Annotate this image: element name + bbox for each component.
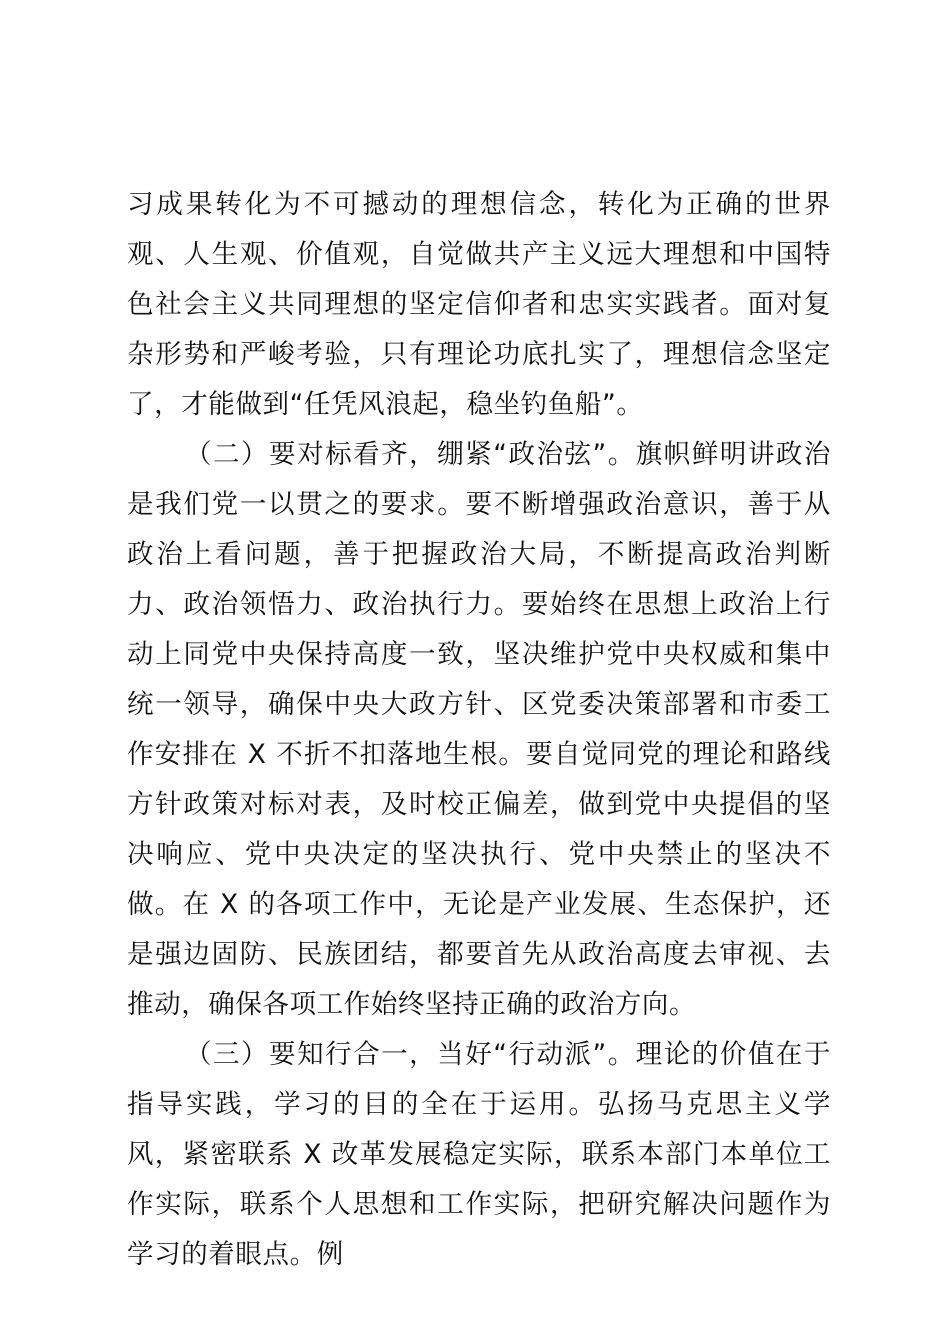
paragraph-continuation: 习成果转化为不可撼动的理想信念，转化为正确的世界观、人生观、价值观，自觉做共产主义远大理想和中国特色社会主义共同理想的坚定信仰者和忠实实践者。面对复杂形势和严峻考验，只有理论功底扎实了，理想信念坚定了，才能做到“任凭风浪起，稳坐钓鱼船”。 <box>127 189 831 420</box>
paragraph-section-three: （三）要知行合一，当好“行动派”。理论的价值在于指导实践，学习的目的全在于运用。弘扬马克思主义学风，紧密联系 X 改革发展稳定实际，联系本部门本单位工作实际，联系个人思想和工作实际，把研究解决问题作为学习的着眼点。例 <box>127 1039 831 1270</box>
paragraph-section-two: （二）要对标看齐，绷紧“政治弦”。旗帜鲜明讲政治是我们党一以贯之的要求。要不断增强政治意识，善于从政治上看问题，善于把握政治大局，不断提高政治判断力、政治领悟力、政治执行力。要始终在思想上政治上行动上同党中央保持高度一致，坚决维护党中央权威和集中统一领导，确保中央大政方针、区党委决策部署和市委工作安排在 X 不折不扣落地生根。要自觉同党的理论和路线方针政策对标对表，及时校正偏差，做到党中央提倡的坚决响应、党中央决定的坚决执行、党中央禁止的坚决不做。在 X 的各项工作中，无论是产业发展、生态保护，还是强边固防、民族团结，都要首先从政治高度去审视、去推动，确保各项工作始终坚持正确的政治方向。 <box>127 439 831 1020</box>
document-page <box>127 180 831 1280</box>
